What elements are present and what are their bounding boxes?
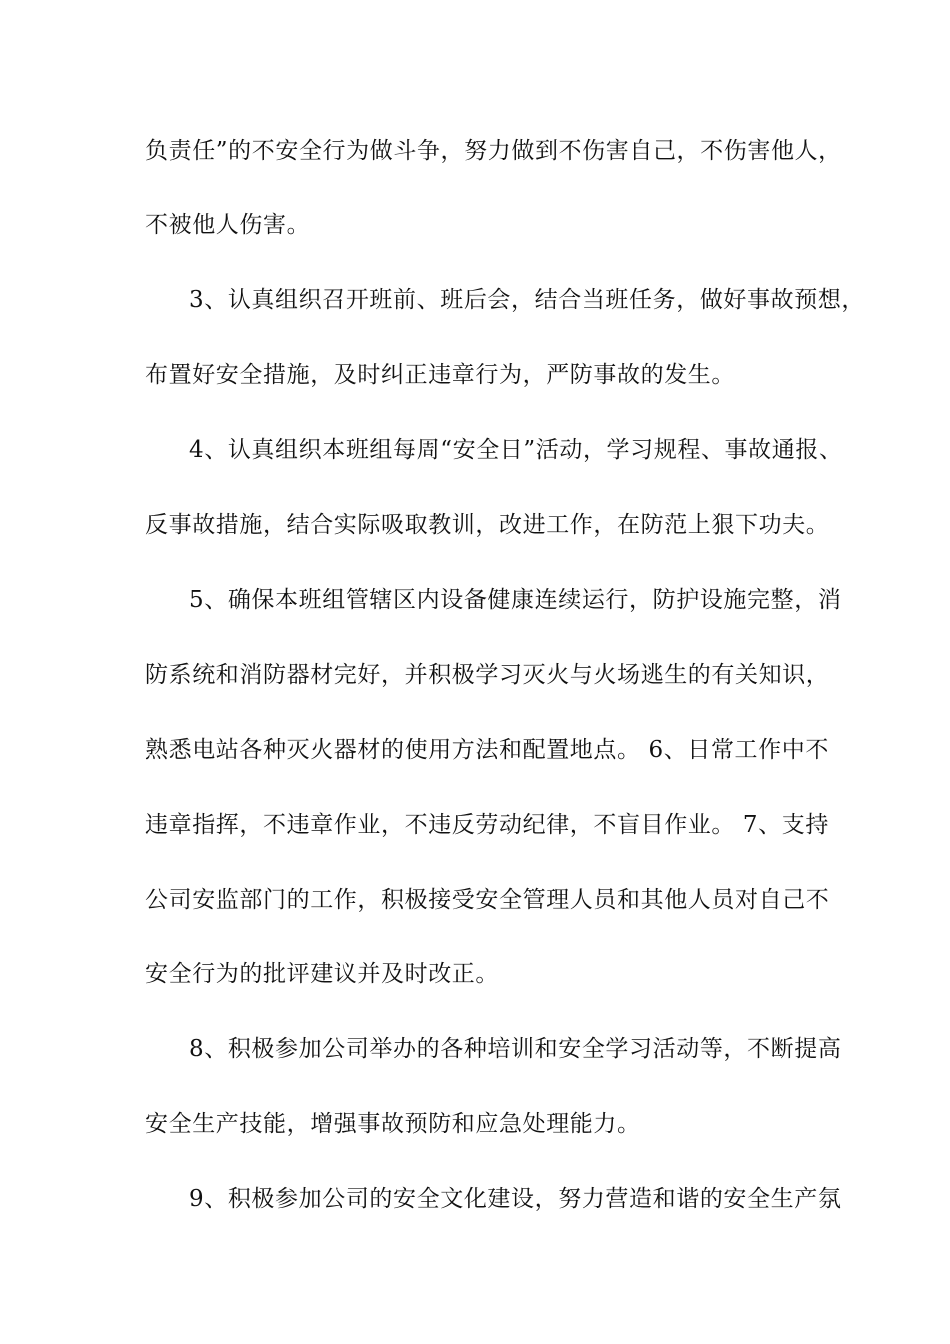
text-line-7: 5、确保本班组管辖区内设备健康连续运行，防护设施完整，消: [189, 587, 842, 613]
text-line-3: 3、认真组织召开班前、班后会，结合当班任务，做好事故预想，: [189, 287, 866, 313]
text-line-4: 布置好安全措施，及时纠正违章行为，严防事故的发生。: [145, 362, 735, 388]
text-line-12: 安全行为的批评建议并及时改正。: [145, 961, 499, 987]
text-line-15: 9、积极参加公司的安全文化建设，努力营造和谐的安全生产氛: [189, 1186, 842, 1212]
text-line-14: 安全生产技能，增强事故预防和应急处理能力。: [145, 1111, 641, 1137]
text-line-1: 负责任”的不安全行为做斗争，努力做到不伤害自己，不伤害他人，: [145, 138, 842, 164]
text-line-9: 熟悉电站各种灭火器材的使用方法和配置地点。 6、日常工作中不: [145, 737, 829, 763]
text-line-10: 违章指挥，不违章作业，不违反劳动纪律，不盲目作业。 7、支持: [145, 812, 829, 838]
text-line-11: 公司安监部门的工作，积极接受安全管理人员和其他人员对自己不: [145, 887, 830, 913]
text-line-8: 防系统和消防器材完好，并积极学习灭火与火场逃生的有关知识，: [145, 662, 830, 688]
text-line-6: 反事故措施，结合实际吸取教训，改进工作，在防范上狠下功夫。: [145, 512, 830, 538]
text-line-2: 不被他人伤害。: [145, 212, 311, 238]
text-line-5: 4、认真组织本班组每周“安全日”活动，学习规程、事故通报、: [189, 437, 843, 463]
text-line-13: 8、积极参加公司举办的各种培训和安全学习活动等，不断提高: [189, 1036, 842, 1062]
